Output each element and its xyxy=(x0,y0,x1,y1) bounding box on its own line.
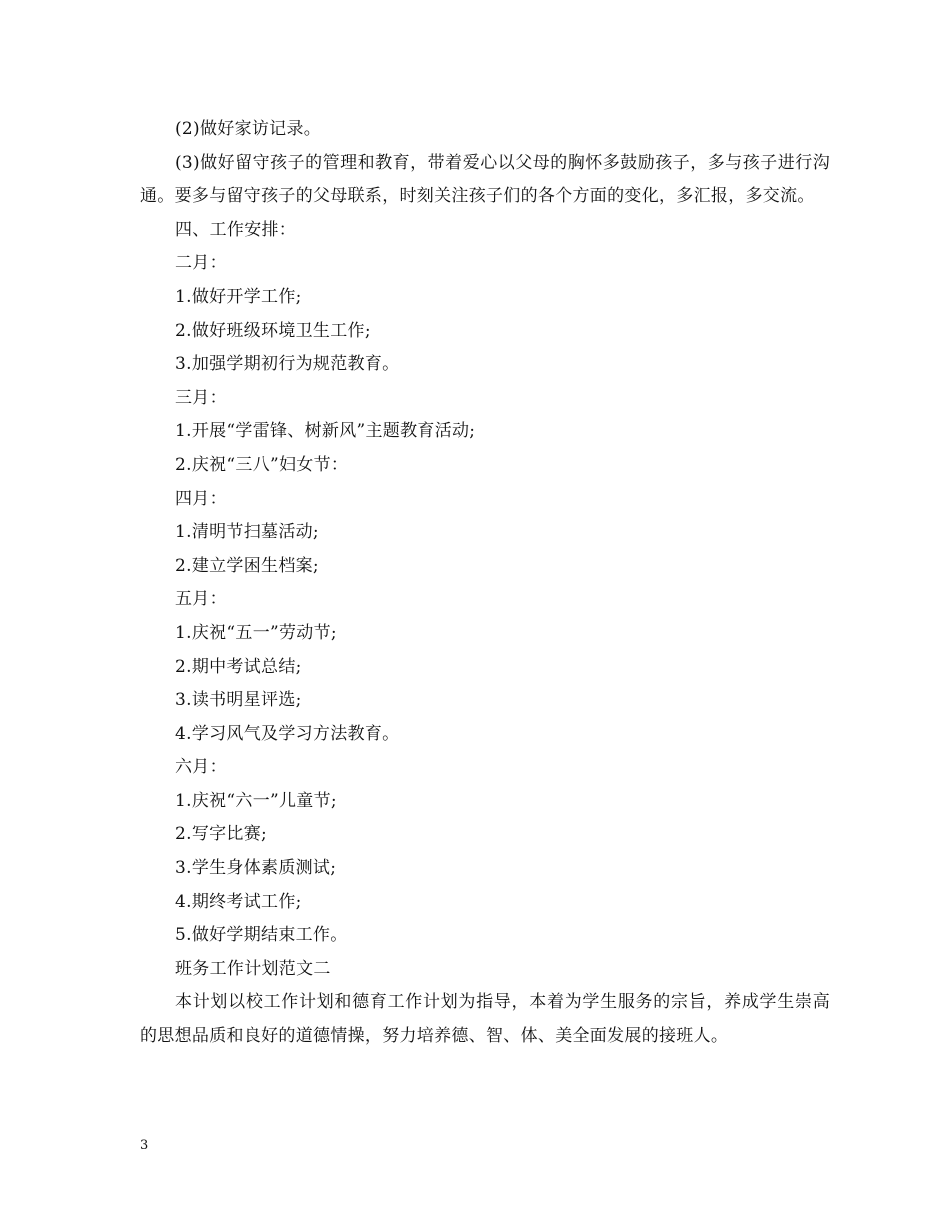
page-number: 3 xyxy=(140,1138,149,1153)
list-item: 1.清明节扫墓活动; xyxy=(175,522,319,543)
list-item: 2.写字比赛; xyxy=(175,824,268,845)
month-heading: 二月： xyxy=(175,253,227,274)
list-item: 2.庆祝“三八”妇女节： xyxy=(175,454,349,475)
list-item: 1.庆祝“五一”劳动节; xyxy=(175,622,337,643)
list-item: 1.做好开学工作; xyxy=(175,286,302,307)
list-item: 2.建立学困生档案; xyxy=(175,555,319,576)
paragraph: 本计划以校工作计划和德育工作计划为指导，本着为学生服务的宗旨，养成学生崇高的思想品质和良好的道德情操，努力培养德、智、体、美全面发展的接班人。 xyxy=(140,992,830,1047)
list-item: 3.读书明星评选; xyxy=(175,690,302,711)
month-heading: 六月： xyxy=(175,757,227,778)
section-heading: 四、工作安排： xyxy=(175,219,297,240)
list-item: 2.期中考试总结; xyxy=(175,656,302,677)
paragraph: (3)做好留守孩子的管理和教育，带着爱心以父母的胸怀多鼓励孩子，多与孩子进行沟通。要多与留守孩子的父母联系，时刻关注孩子们的各个方面的变化，多汇报，多交流。 xyxy=(140,152,830,207)
month-heading: 四月： xyxy=(175,488,227,509)
month-heading: 五月： xyxy=(175,589,227,610)
list-item: 3.学生身体素质测试; xyxy=(175,858,337,879)
document-body xyxy=(140,113,830,1054)
month-heading: 三月： xyxy=(175,387,227,408)
list-item: 3.加强学期初行为规范教育。 xyxy=(175,354,400,375)
list-item: 1.开展“学雷锋、树新风”主题教育活动; xyxy=(175,421,476,442)
list-item: 4.期终考试工作; xyxy=(175,891,302,912)
list-item: 4.学习风气及学习方法教育。 xyxy=(175,723,400,744)
text-line: (2)做好家访记录。 xyxy=(175,119,322,139)
section-title: 班务工作计划范文二 xyxy=(175,958,331,979)
list-item: 1.庆祝“六一”儿童节; xyxy=(175,790,337,811)
list-item: 5.做好学期结束工作。 xyxy=(175,925,348,946)
list-item: 2.做好班级环境卫生工作; xyxy=(175,320,371,341)
